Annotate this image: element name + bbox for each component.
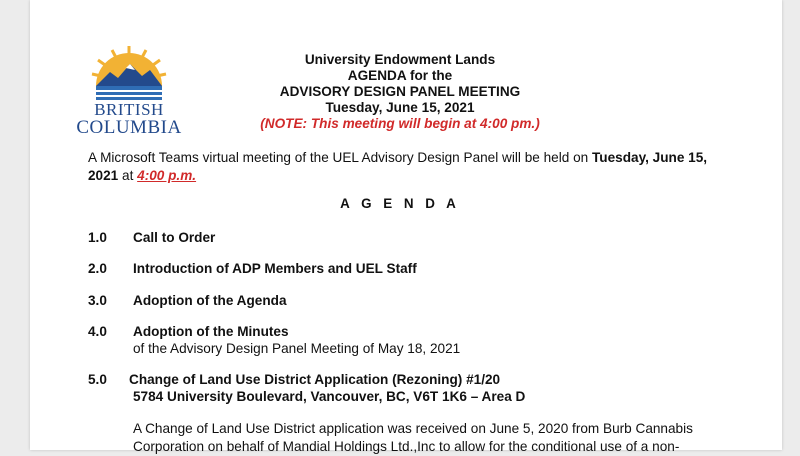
- header-meeting-name: ADVISORY DESIGN PANEL MEETING: [279, 84, 521, 99]
- header-date: Tuesday, June 15, 2021: [325, 100, 475, 115]
- document-header: [180, 52, 620, 132]
- logo-text-british: BRITISH: [94, 100, 164, 119]
- intro-time: 4:00 p.m.: [137, 168, 197, 183]
- agenda-item-title: Introduction of ADP Members and UEL Staff: [133, 261, 417, 276]
- agenda-heading: A G E N D A: [340, 196, 460, 211]
- header-note: (NOTE: This meeting will begin at 4:00 pm.): [260, 116, 540, 131]
- intro-at: at: [118, 168, 138, 183]
- document-page: [30, 0, 782, 454]
- agenda-item-number: 5.0: [88, 372, 107, 387]
- header-org: University Endowment Lands: [304, 52, 496, 67]
- agenda-item-title: Call to Order: [133, 230, 216, 245]
- intro-paragraph: [88, 149, 728, 185]
- agenda-item-title: Adoption of the Agenda: [133, 293, 287, 308]
- agenda-item-title: Adoption of the Minutes: [133, 324, 289, 339]
- logo-text-columbia: COLUMBIA: [76, 117, 182, 138]
- sun-mountain-icon: [90, 44, 168, 102]
- intro-text: A Microsoft Teams virtual meeting of the UEL Advisory Design Panel will be held on: [88, 150, 592, 165]
- bc-logo: [76, 44, 182, 144]
- agenda-item-number: 4.0: [88, 324, 107, 339]
- agenda-item-subtitle: of the Advisory Design Panel Meeting of May 18, 2021: [133, 341, 461, 356]
- agenda-item-title: Change of Land Use District Application (Rezoning) #1/20: [129, 372, 501, 387]
- agenda-item-number: 2.0: [88, 261, 107, 276]
- agenda-item-number: 3.0: [88, 293, 107, 308]
- agenda-item-number: 1.0: [88, 230, 107, 245]
- item5-description: A Change of Land Use District application was received on June 5, 2020 from Burb Cannabis Corporation on behalf of Mandial Holdings Ltd.,Inc to allow for the conditional use of a non-: [133, 421, 693, 454]
- header-agenda-for: AGENDA for the: [347, 68, 453, 83]
- intro-date: Tuesday, June 15, 2021: [88, 150, 708, 183]
- agenda-item-subtitle: 5784 University Boulevard, Vancouver, BC, V6T 1K6 – Area D: [133, 389, 526, 404]
